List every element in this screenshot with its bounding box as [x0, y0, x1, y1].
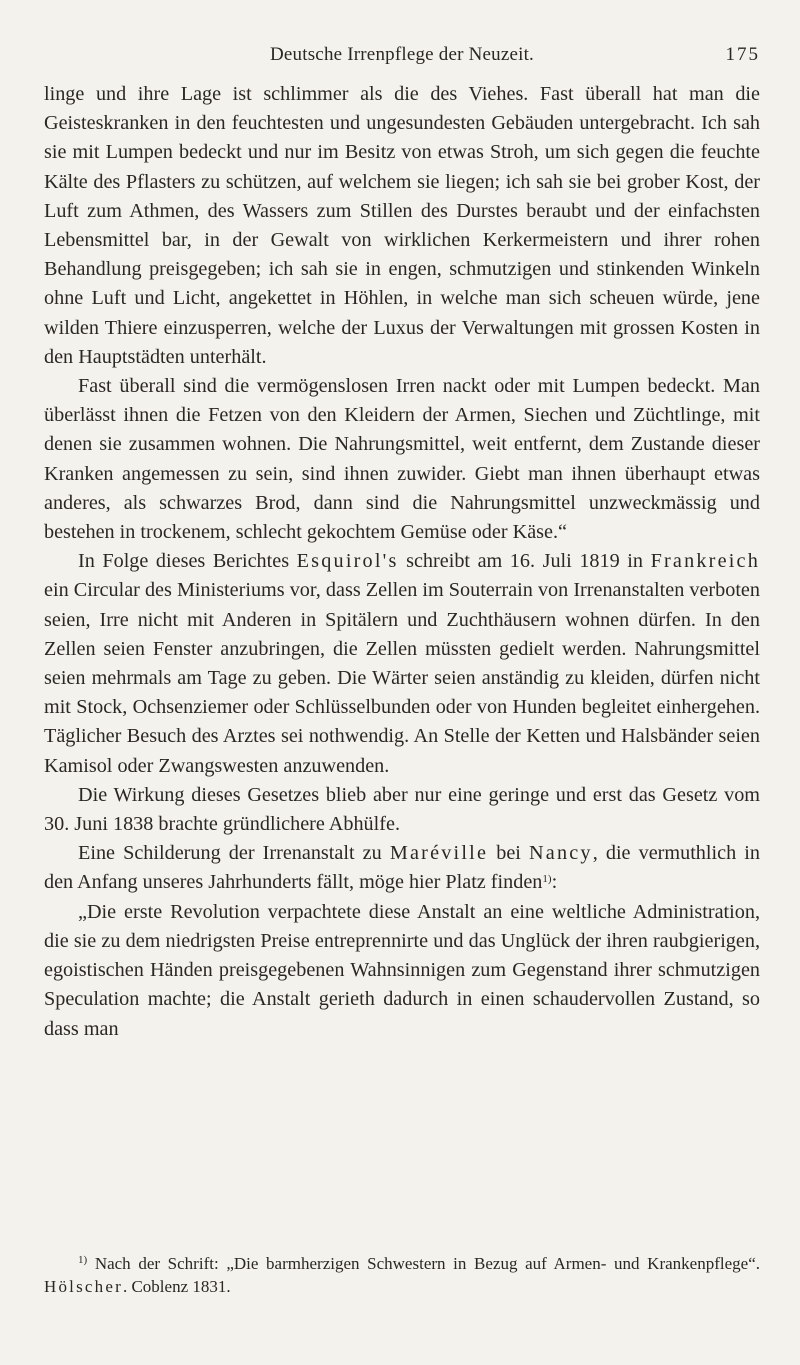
place-mareville: Maréville — [389, 842, 489, 865]
body-text — [44, 80, 760, 1044]
paragraph-5-text-c: , die vermuthlich in den Anfang unseres Jahrhunderts fällt, möge hier Platz finden — [44, 842, 760, 894]
footnote-text-b: . Coblenz 1831. — [122, 1277, 231, 1296]
footnote-1 — [44, 1252, 760, 1298]
place-nancy: Nancy — [529, 842, 593, 865]
paragraph-3 — [44, 547, 760, 781]
paragraph-5-text-d: : — [551, 871, 558, 894]
running-header — [44, 40, 760, 76]
place-frankreich: Frankreich — [650, 550, 761, 573]
paragraph-3-text-c: ein Circular des Ministeriums vor, dass Zellen im Souterrain von Irrenanstalten verboten seien, Irre nicht mit Anderen in Spitälern und Zuchthäusern wohnen dürfen. In den Zellen seien Fenster anzubringen, die Zellen müssten gedielt werden. Nahrungsmittel seien mehrmals am Tage zu geben. Die Wärter seien anständig zu kleiden, dürfen nicht mit Stock, Ochsenziemer oder Schlüsselbunden oder von Hunden begleitet einhergehen. Täglicher Besuch des Arztes sei nothwendig. An Stelle der Ketten und Halsbänder seien Kamisol oder Zwangswesten anzuwenden. — [44, 579, 760, 777]
book-page — [44, 40, 760, 1044]
paragraph-6-quote: „Die erste Revolution verpachtete diese Anstalt an eine weltliche Administration, die sie zu dem niedrigsten Preise entreprennirte und das Unglück der ihren raubgierigen, egoistischen Händen preisgegebenen Wahnsinnigen zum Gegenstand ihrer schmutzigen Speculation machte; die Anstalt gerieth dadurch in einen schaudervollen Zustand, so dass man — [44, 900, 760, 1040]
footnote-marker: 1) — [78, 1254, 88, 1266]
footnote-publisher: Hölscher — [44, 1277, 123, 1296]
paragraph-3-text-a: In Folge dieses Berichtes — [78, 550, 297, 573]
name-esquirol: Esquirol's — [296, 550, 399, 573]
paragraph-4: Die Wirkung dieses Gesetzes blieb aber nur eine geringe und erst das Gesetz vom 30. Juni 1838 brachte gründlichere Abhülfe. — [44, 783, 760, 836]
paragraph-5-text-a: Eine Schilderung der Irrenanstalt zu — [78, 842, 390, 865]
footnotes — [44, 1252, 760, 1298]
paragraph-5 — [44, 839, 760, 897]
footnote-reference: 1) — [542, 873, 552, 886]
paragraph-2: Fast überall sind die vermögenslosen Irren nackt oder mit Lumpen bedeckt. Man überlässt ihnen die Fetzen von den Kleidern der Armen, Siechen und Züchtlinge, mit denen sie zusammen wohnen. Die Nahrungsmittel, weit entfernt, dem Zustande dieser Kranken angemessen zu sein, sind ihnen zuwider. Giebt man ihnen überhaupt etwas anderes, als schwarzes Brod, dann sind die Nahrungsmittel unzweckmässig und bestehen in trockenem, schlecht gekochtem Gemüse oder Käse.“ — [44, 375, 760, 544]
paragraph-1: linge und ihre Lage ist schlimmer als die des Viehes. Fast überall hat man die Geisteskranken in den feuchtesten und ungesundesten Gebäuden untergebracht. Ich sah sie mit Lumpen bedeckt und nur im Besitz von etwas Stroh, um sich gegen die feuchte Kälte des Pflasters zu schützen, auf welchem sie liegen; ich sah sie bei grober Kost, der Luft zum Athmen, des Wassers zum Stillen des Durstes beraubt und der einfachsten Lebensmittel bar, in der Gewalt von wirklichen Kerkermeistern und ihrer rohen Behandlung preisgegeben; ich sah sie in engen, schmutzigen und stinkenden Winkeln ohne Luft und Licht, angekettet in Höhlen, in welche man sich scheuen würde, jene wilden Thiere einzusperren, welche der Luxus der Verwaltungen mit grossen Kosten in den Hauptstädten unterhält. — [44, 83, 760, 368]
footnote-text-a: Nach der Schrift: „Die barmherzigen Schwestern in Bezug auf Armen- und Krankenpflege“. — [87, 1254, 760, 1273]
running-title: Deutsche Irrenpflege der Neuzeit. — [269, 44, 535, 65]
page-number: 175 — [725, 44, 760, 65]
paragraph-5-text-b: bei — [488, 842, 530, 865]
paragraph-3-text-b: schreibt am 16. Juli 1819 in — [398, 550, 651, 573]
